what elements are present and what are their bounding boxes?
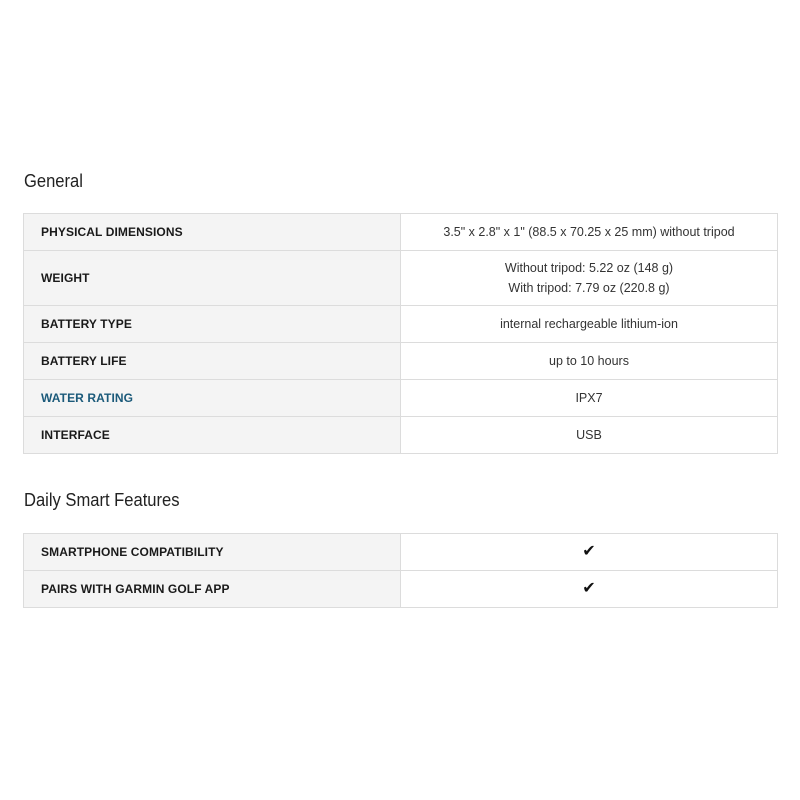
spec-value-line: USB — [576, 428, 602, 442]
spec-label: WEIGHT — [24, 251, 401, 305]
spec-label: BATTERY TYPE — [24, 306, 401, 342]
spec-row-smartphone-compatibility — [24, 534, 777, 571]
spec-table-general — [23, 213, 778, 454]
section-title-general: General — [24, 171, 83, 191]
spec-row-battery-life — [24, 343, 777, 380]
spec-value-line: up to 10 hours — [549, 354, 629, 368]
spec-row-weight — [24, 251, 777, 306]
spec-value-line: 3.5" x 2.8" x 1" (88.5 x 70.25 x 25 mm) without tripod — [443, 225, 735, 239]
checkmark-icon: ✔ — [582, 543, 596, 560]
spec-row-physical-dimensions — [24, 214, 777, 251]
spec-row-water-rating — [24, 380, 777, 417]
spec-row-pairs-with-garmin-golf-app — [24, 571, 777, 607]
spec-value-line: With tripod: 7.79 oz (220.8 g) — [508, 281, 670, 295]
spec-value — [401, 214, 777, 250]
spec-value — [401, 343, 777, 379]
spec-value-line: Without tripod: 5.22 oz (148 g) — [504, 261, 674, 275]
spec-label: BATTERY LIFE — [24, 343, 401, 379]
spec-label: PHYSICAL DIMENSIONS — [24, 214, 401, 250]
section-title-daily-smart-features: Daily Smart Features — [24, 490, 180, 510]
spec-label: PAIRS WITH GARMIN GOLF APP — [24, 571, 401, 607]
spec-value — [401, 251, 777, 305]
spec-value-line: internal rechargeable lithium-ion — [500, 317, 678, 331]
spec-row-interface — [24, 417, 777, 453]
spec-label: INTERFACE — [24, 417, 401, 453]
spec-table-daily-smart-features — [23, 533, 778, 608]
spec-value — [401, 417, 777, 453]
spec-value-line: IPX7 — [575, 391, 603, 405]
spec-row-battery-type — [24, 306, 777, 343]
water-rating-link[interactable]: WATER RATING — [24, 380, 401, 416]
spec-value — [401, 534, 777, 570]
checkmark-icon: ✔ — [582, 580, 596, 597]
spec-value — [401, 306, 777, 342]
spec-label: SMARTPHONE COMPATIBILITY — [24, 534, 401, 570]
spec-value — [401, 571, 777, 607]
spec-value — [401, 380, 777, 416]
